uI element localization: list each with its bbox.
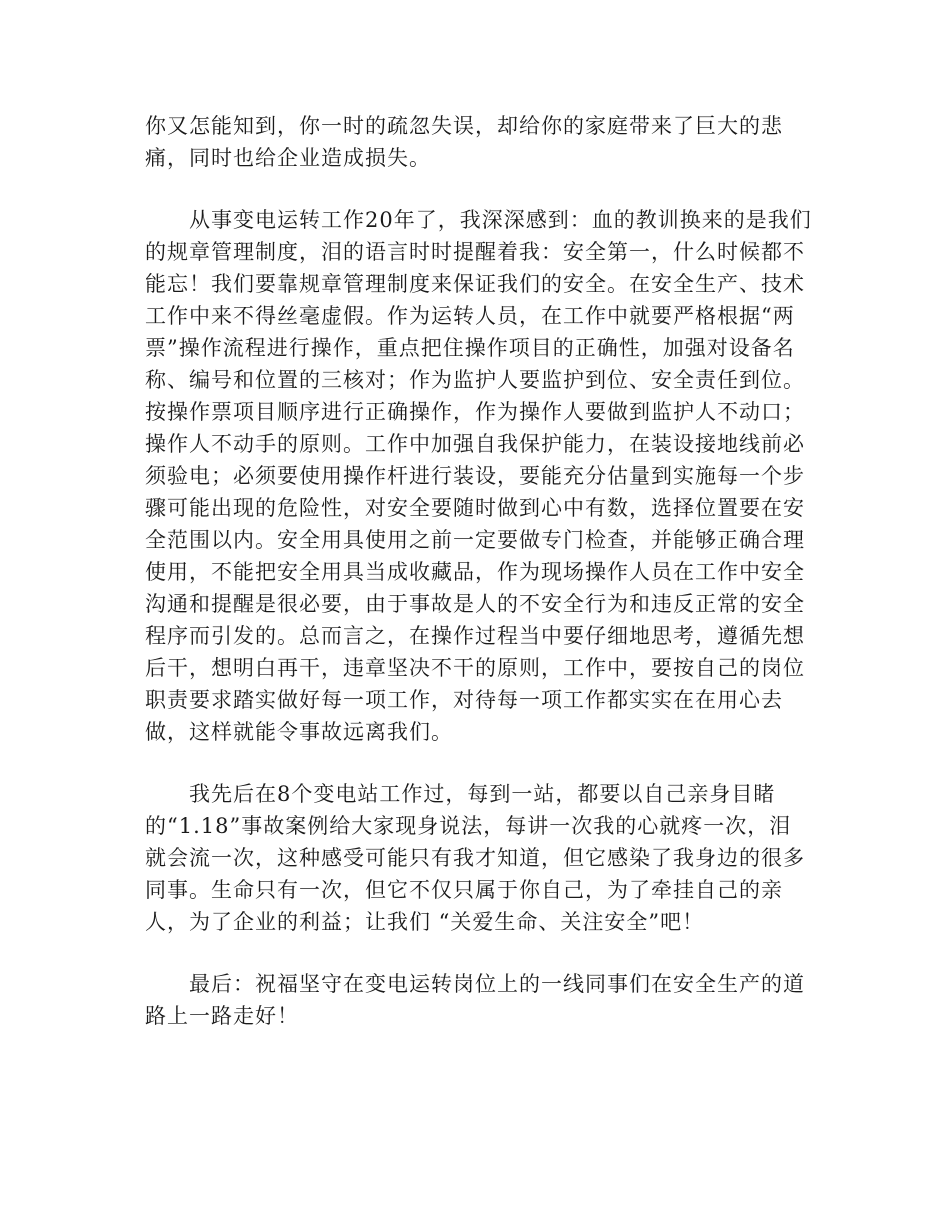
paragraph-gap (145, 938, 805, 968)
text-line: 从事变电运转工作20年了，我深深感到：血的教训换来的是我们 (145, 208, 812, 232)
paragraph (145, 968, 805, 1032)
text-line: 全范围以内。安全用具使用之前一定要做专门检查，并能够正确合理 (145, 528, 805, 552)
text-line: 就会流一次，这种感受可能只有我才知道，但它感染了我身边的很多 (145, 846, 805, 870)
text-line: 最后：祝福坚守在变电运转岗位上的一线同事们在安全生产的道 (145, 972, 805, 996)
text-line: 的“1.18”事故案例给大家现身说法，每讲一次我的心就疼一次，泪 (145, 814, 792, 838)
text-line: 痛，同时也给企业造成损失。 (145, 146, 431, 170)
paragraph-gap (145, 748, 805, 778)
text-line: 做，这样就能令事故远离我们。 (145, 720, 453, 744)
text-line: 能忘！我们要靠规章管理制度来保证我们的安全。在安全生产、技术 (145, 272, 805, 296)
text-line: 工作中来不得丝毫虚假。作为运转人员，在工作中就要严格根据“两 (145, 304, 795, 328)
text-line: 骤可能出现的危险性，对安全要随时做到心中有数，选择位置要在安 (145, 496, 805, 520)
text-line: 须验电；必须要使用操作杆进行装设，要能充分估量到实施每一个步 (145, 464, 805, 488)
text-line: 后干，想明白再干，违章坚决不干的原则，工作中，要按自己的岗位 (145, 656, 805, 680)
paragraph-gap (145, 174, 805, 204)
text-line: 同事。生命只有一次，但它不仅只属于你自己，为了牵挂自己的亲 (145, 878, 783, 902)
text-line: 票”操作流程进行操作，重点把住操作项目的正确性，加强对设备名 (145, 336, 795, 360)
document-body (145, 110, 812, 1032)
text-line: 路上一路走好！ (145, 1004, 299, 1028)
paragraph (145, 204, 812, 748)
text-line: 我先后在8个变电站工作过，每到一站，都要以自己亲身目睹 (145, 782, 776, 806)
text-line: 按操作票项目顺序进行正确操作，作为操作人要做到监护人不动口； (145, 400, 805, 424)
paragraph (145, 778, 805, 938)
paragraph (145, 110, 805, 174)
text-line: 操作人不动手的原则。工作中加强自我保护能力，在装设接地线前必 (145, 432, 805, 456)
text-line: 人，为了企业的利益；让我们 “关爱生命、关注安全”吧！ (145, 910, 705, 934)
text-line: 程序而引发的。总而言之，在操作过程当中要仔细地思考，遵循先想 (145, 624, 805, 648)
text-line: 沟通和提醒是很必要，由于事故是人的不安全行为和违反正常的安全 (145, 592, 805, 616)
text-line: 你又怎能知到，你一时的疏忽失误，却给你的家庭带来了巨大的悲 (145, 114, 783, 138)
text-line: 使用，不能把安全用具当成收藏品，作为现场操作人员在工作中安全 (145, 560, 805, 584)
text-line: 职责要求踏实做好每一项工作，对待每一项工作都实实在在用心去 (145, 688, 783, 712)
text-line: 称、编号和位置的三核对；作为监护人要监护到位、安全责任到位。 (145, 368, 805, 392)
text-line: 的规章管理制度，泪的语言时时提醒着我：安全第一，什么时候都不 (145, 240, 805, 264)
